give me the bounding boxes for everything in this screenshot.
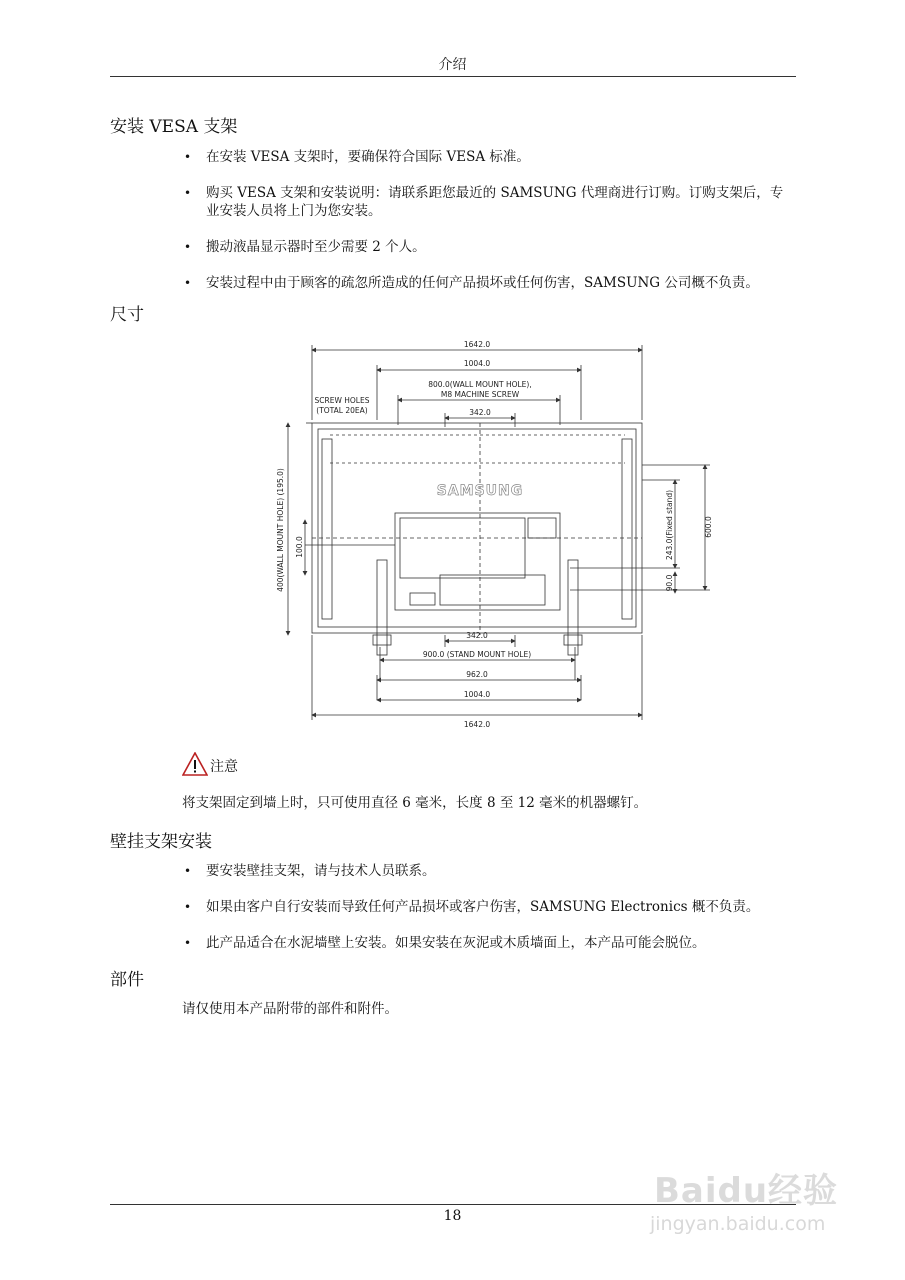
section-heading-dimensions: 尺寸 <box>110 305 144 325</box>
dim-label-machine-screw: M8 MACHINE SCREW <box>440 390 520 399</box>
list-item: • 在安装 VESA 支架时，要确保符合国际 VESA 标准。 <box>182 148 796 166</box>
warning-icon <box>182 752 208 776</box>
dim-label-left-vertical: 400(WALL MOUNT HOLE) (195.0) <box>276 468 285 592</box>
page-number: 18 <box>443 1208 462 1224</box>
watermark-site: jingyan.baidu.com <box>650 1213 826 1235</box>
watermark-brand: Baidu经验 <box>654 1171 839 1211</box>
dim-label-bottom-342: 342.0 <box>466 631 488 640</box>
dim-label-left-100: 100.0 <box>295 536 304 558</box>
list-item: • 此产品适合在水泥墙壁上安装。如果安装在灰泥或木质墙面上，本产品可能会脱位。 <box>182 934 796 952</box>
dim-label-right-90: 90.0 <box>665 574 674 592</box>
header-rule <box>110 76 796 77</box>
list-item: • 安装过程中由于顾客的疏忽所造成的任何产品损坏或任何伤害，SAMSUNG 公司概不负责。 <box>182 274 796 292</box>
dimension-diagram <box>270 335 730 730</box>
dim-label-top-1004: 1004.0 <box>463 359 491 368</box>
dim-label-wall-hole: 800.0(WALL MOUNT HOLE), <box>428 380 532 389</box>
dim-label-screw-holes: SCREW HOLES <box>314 396 370 405</box>
list-item: • 搬动液晶显示器时至少需要 2 个人。 <box>182 238 796 256</box>
dim-label-bottom-900: 900.0 (STAND MOUNT HOLE) <box>422 650 532 659</box>
section-heading-parts: 部件 <box>110 970 144 990</box>
note-block <box>182 748 238 776</box>
baidu-watermark <box>640 1145 860 1245</box>
list-item: • 要安装壁挂支架，请与技术人员联系。 <box>182 862 796 880</box>
wall-mount-list <box>182 862 796 970</box>
list-item: • 购买 VESA 支架和安装说明：请联系距您最近的 SAMSUNG 代理商进行订购。订购支架后，专业安装人员将上门为您安装。 <box>182 184 796 220</box>
parts-text: 请仅使用本产品附带的部件和附件。 <box>182 1001 398 1017</box>
dim-label-top-1642: 1642.0 <box>463 340 491 349</box>
dim-label-top-342: 342.0 <box>469 408 491 417</box>
section-heading-vesa: 安装 VESA 支架 <box>110 117 238 137</box>
samsung-logo: SAMSUNG <box>436 483 524 499</box>
page-header-title: 介绍 <box>438 57 467 73</box>
dim-label-bottom-1642: 1642.0 <box>463 720 491 729</box>
note-text: 将支架固定到墙上时，只可使用直径 6 毫米，长度 8 至 12 毫米的机器螺钉。 <box>182 795 648 811</box>
dim-label-fixed-stand: 243.0(Fixed stand) <box>665 489 674 561</box>
list-item: • 如果由客户自行安装而导致任何产品损坏或客户伤害，SAMSUNG Electronics 概不负责。 <box>182 898 796 916</box>
section-heading-wall-mount: 壁挂支架安装 <box>110 832 212 852</box>
dim-label-right-600: 600.0 <box>704 516 713 538</box>
dim-label-bottom-962: 962.0 <box>466 670 488 679</box>
dim-label-screw-total: (TOTAL 20EA) <box>316 406 368 415</box>
note-label: 注意 <box>210 759 238 775</box>
dim-label-bottom-1004: 1004.0 <box>463 690 491 699</box>
vesa-list <box>182 148 796 310</box>
